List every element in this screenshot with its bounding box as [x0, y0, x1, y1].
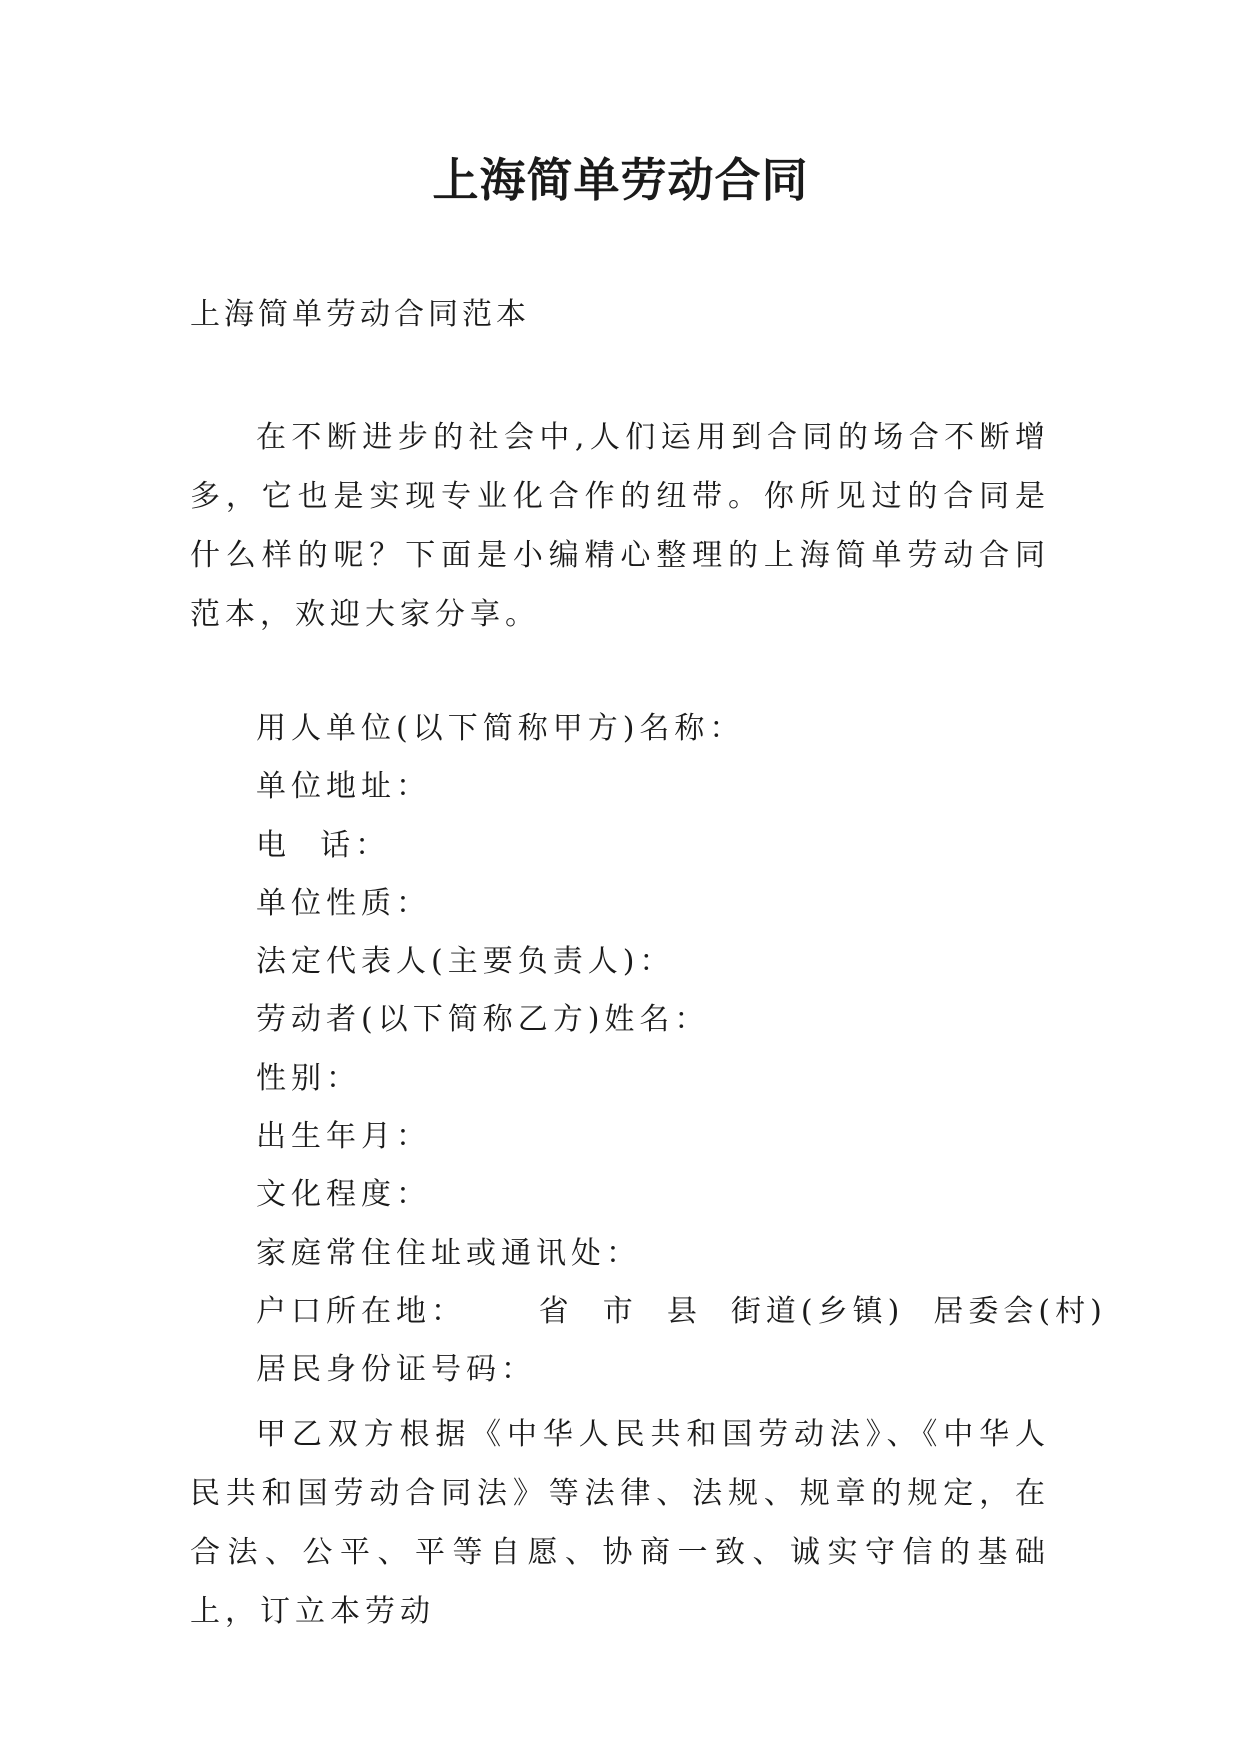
document-subtitle: 上海简单劳动合同范本	[190, 297, 530, 332]
field-home-address: 家庭常住住址或通讯处：	[256, 1235, 641, 1271]
field-gender: 性别：	[256, 1060, 361, 1096]
field-employer-address: 单位地址：	[256, 769, 431, 805]
field-employer-name: 用人单位(以下简称甲方)名称：	[256, 711, 745, 746]
party-info-fields	[256, 700, 1107, 1400]
field-employee-name: 劳动者(以下简称乙方)姓名：	[256, 1002, 710, 1038]
intro-paragraph: 在不断进步的社会中,人们运用到合同的场合不断增多，它也是实现专业化合作的纽带。你所见过的合同是什么样的呢？下面是小编精心整理的上海简单劳动合同范本，欢迎大家分享。	[190, 420, 1050, 632]
document-title: 上海简单劳动合同	[432, 153, 809, 207]
legal-basis-paragraph: 甲乙双方根据《中华人民共和国劳动法》、《中华人民共和国劳动合同法》等法律、法规、规章的规定，在合法、公平、平等自愿、协商一致、诚实守信的基础上，订立本劳动	[190, 1417, 1050, 1629]
field-id-number: 居民身份证号码：	[256, 1352, 536, 1388]
field-birth-date: 出生年月：	[256, 1119, 431, 1155]
field-phone: 电 话：	[256, 827, 391, 863]
field-education: 文化程度：	[256, 1177, 431, 1213]
field-employer-type: 单位性质：	[256, 885, 431, 921]
field-household-registration: 户口所在地： 省 市 县 街道(乡镇) 居委会(村)	[256, 1293, 1107, 1329]
field-legal-representative: 法定代表人(主要负责人)：	[256, 944, 675, 980]
